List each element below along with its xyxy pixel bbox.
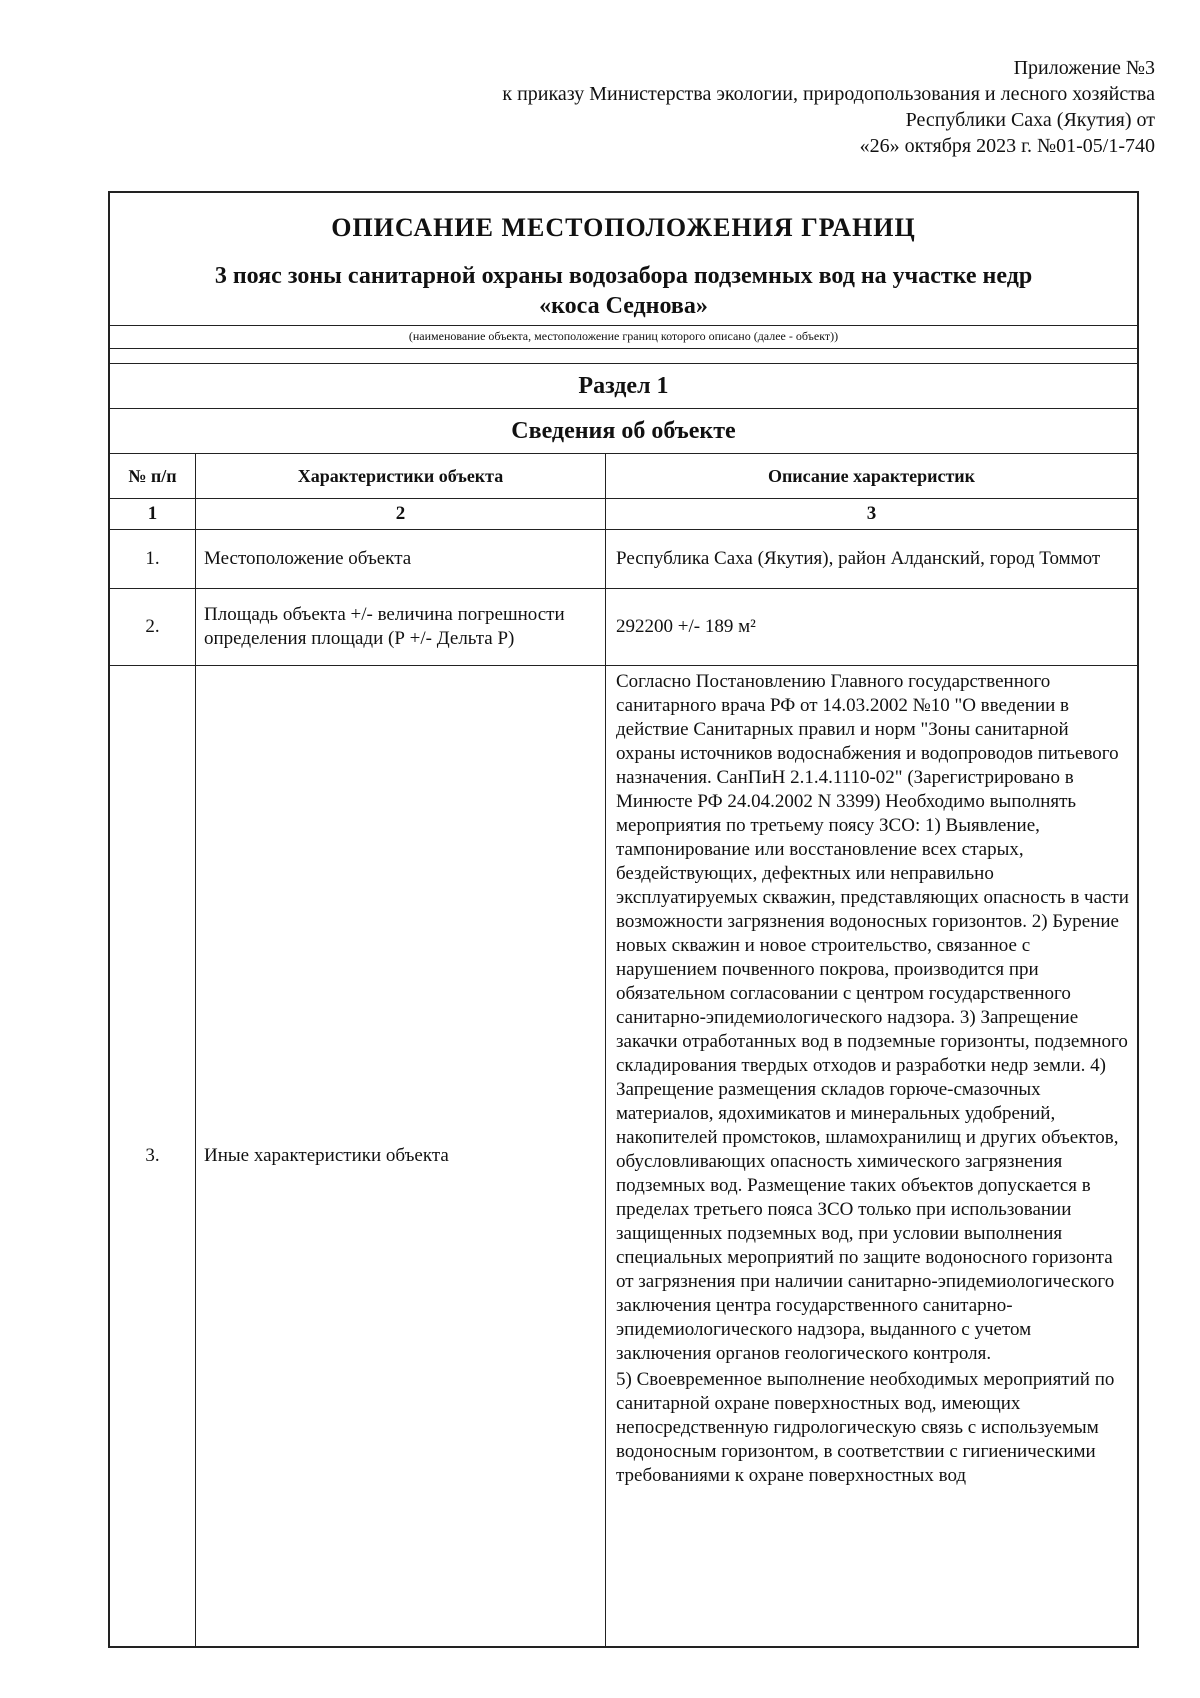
row-characteristic: Площадь объекта +/- величина погрешности определения площади (Р +/- Дельта Р) [196,589,606,665]
table-header-row [110,454,1137,499]
table-row [110,530,1137,589]
column-header-characteristics: Характеристики объекта [196,454,606,498]
description-paragraph: 5) Своевременное выполнение необходимых мероприятий по санитарной охране поверхностных вод, имеющих непосредственную гидрологическую связь с используемым водоносным горизонтом, в соответствии с гигиеническими требованиями к охране поверхностных вод [616,1369,1115,1486]
row-description: Республика Саха (Якутия), район Алданский, город Томмот [616,548,1101,569]
row-description [606,666,1137,1646]
spacer-row [110,349,1137,364]
appendix-number: Приложение №3 [1013,57,1155,79]
order-appendix-header [502,55,1155,159]
column-numbers-row [110,499,1137,530]
description-paragraph: Согласно Постановлению Главного государственного санитарного врача РФ от 14.03.2002 №10 "О введении в действие Санитарных правил и норм "Зоны санитарной охраны источников водоснабжения и водопроводов питьевого назначения. СанПиН 2.1.4.1110-02" (Зарегистрировано в Минюсте РФ 24.04.2002 N 3399) Необходимо выполнять мероприятия по третьему поясу ЗСО: 1) Выявление, тампонирование или восстановление всех старых, бездействующих, дефектных или неправильно эксплуатируемых скважин, представляющих опасность в части возможности загрязнения водоносных горизонтов. 2) Бурение новых скважин и новое строительство, связанное с нарушением почвенного покрова, производится при обязательном согласовании с центром государственного санитарно-эпидемиологического надзора. 3) Запрещение закачки отработанных вод в подземные горизонты, подземного складирования твердых отходов и разработки недр земли. 4) Запрещение размещения складов горюче-смазочных материалов, ядохимикатов и минеральных удобрений, накопителей промстоков, шламохранилищ и других объектов, обусловливающих опасность химического загрязнения подземных вод. Размещение таких объектов допускается в пределах третьего пояса ЗСО только при использовании защищенных подземных вод, при условии выполнения специальных мероприятий по защите водоносного горизонта от загрязнения при наличии санитарно-эпидемиологического заключения центра государственного санитарно-эпидемиологического надзора, выданного с учетом заключения органов геологического контроля. [616,671,1129,1364]
row-characteristic: Иные характеристики объекта [196,666,606,1646]
document-title: ОПИСАНИЕ МЕСТОПОЛОЖЕНИЯ ГРАНИЦ [331,213,916,242]
order-date-number: «26» октября 2023 г. №01-05/1-740 [859,135,1155,157]
order-republic: Республики Саха (Якутия) от [905,109,1155,131]
column-number: 3 [866,503,877,524]
row-number: 2. [110,589,196,665]
column-number: 2 [196,499,606,529]
row-characteristic: Местоположение объекта [196,530,606,588]
section-heading: Сведения об объекте [110,409,1137,454]
table-row [110,666,1137,1646]
boundary-description-table [108,191,1139,1648]
column-header-number: № п/п [110,454,196,498]
column-number: 1 [110,499,196,529]
object-name-caption: (наименование объекта, местоположение границ которого описано (далее - объект)) [110,325,1137,348]
column-header-description: Описание характеристик [767,466,976,486]
object-name [110,261,1137,321]
section-label: Раздел 1 [110,364,1137,409]
object-name-line1: 3 пояс зоны санитарной охраны водозабора подземных вод на участке недр [214,263,1033,289]
title-area [110,193,1137,349]
row-number: 1. [110,530,196,588]
row-description: 292200 +/- 189 м² [616,616,756,637]
object-name-line2: «коса Седнова» [539,293,708,319]
order-reference: к приказу Министерства экологии, природопользования и лесного хозяйства [502,83,1155,105]
row-number: 3. [110,666,196,1646]
table-row [110,589,1137,666]
